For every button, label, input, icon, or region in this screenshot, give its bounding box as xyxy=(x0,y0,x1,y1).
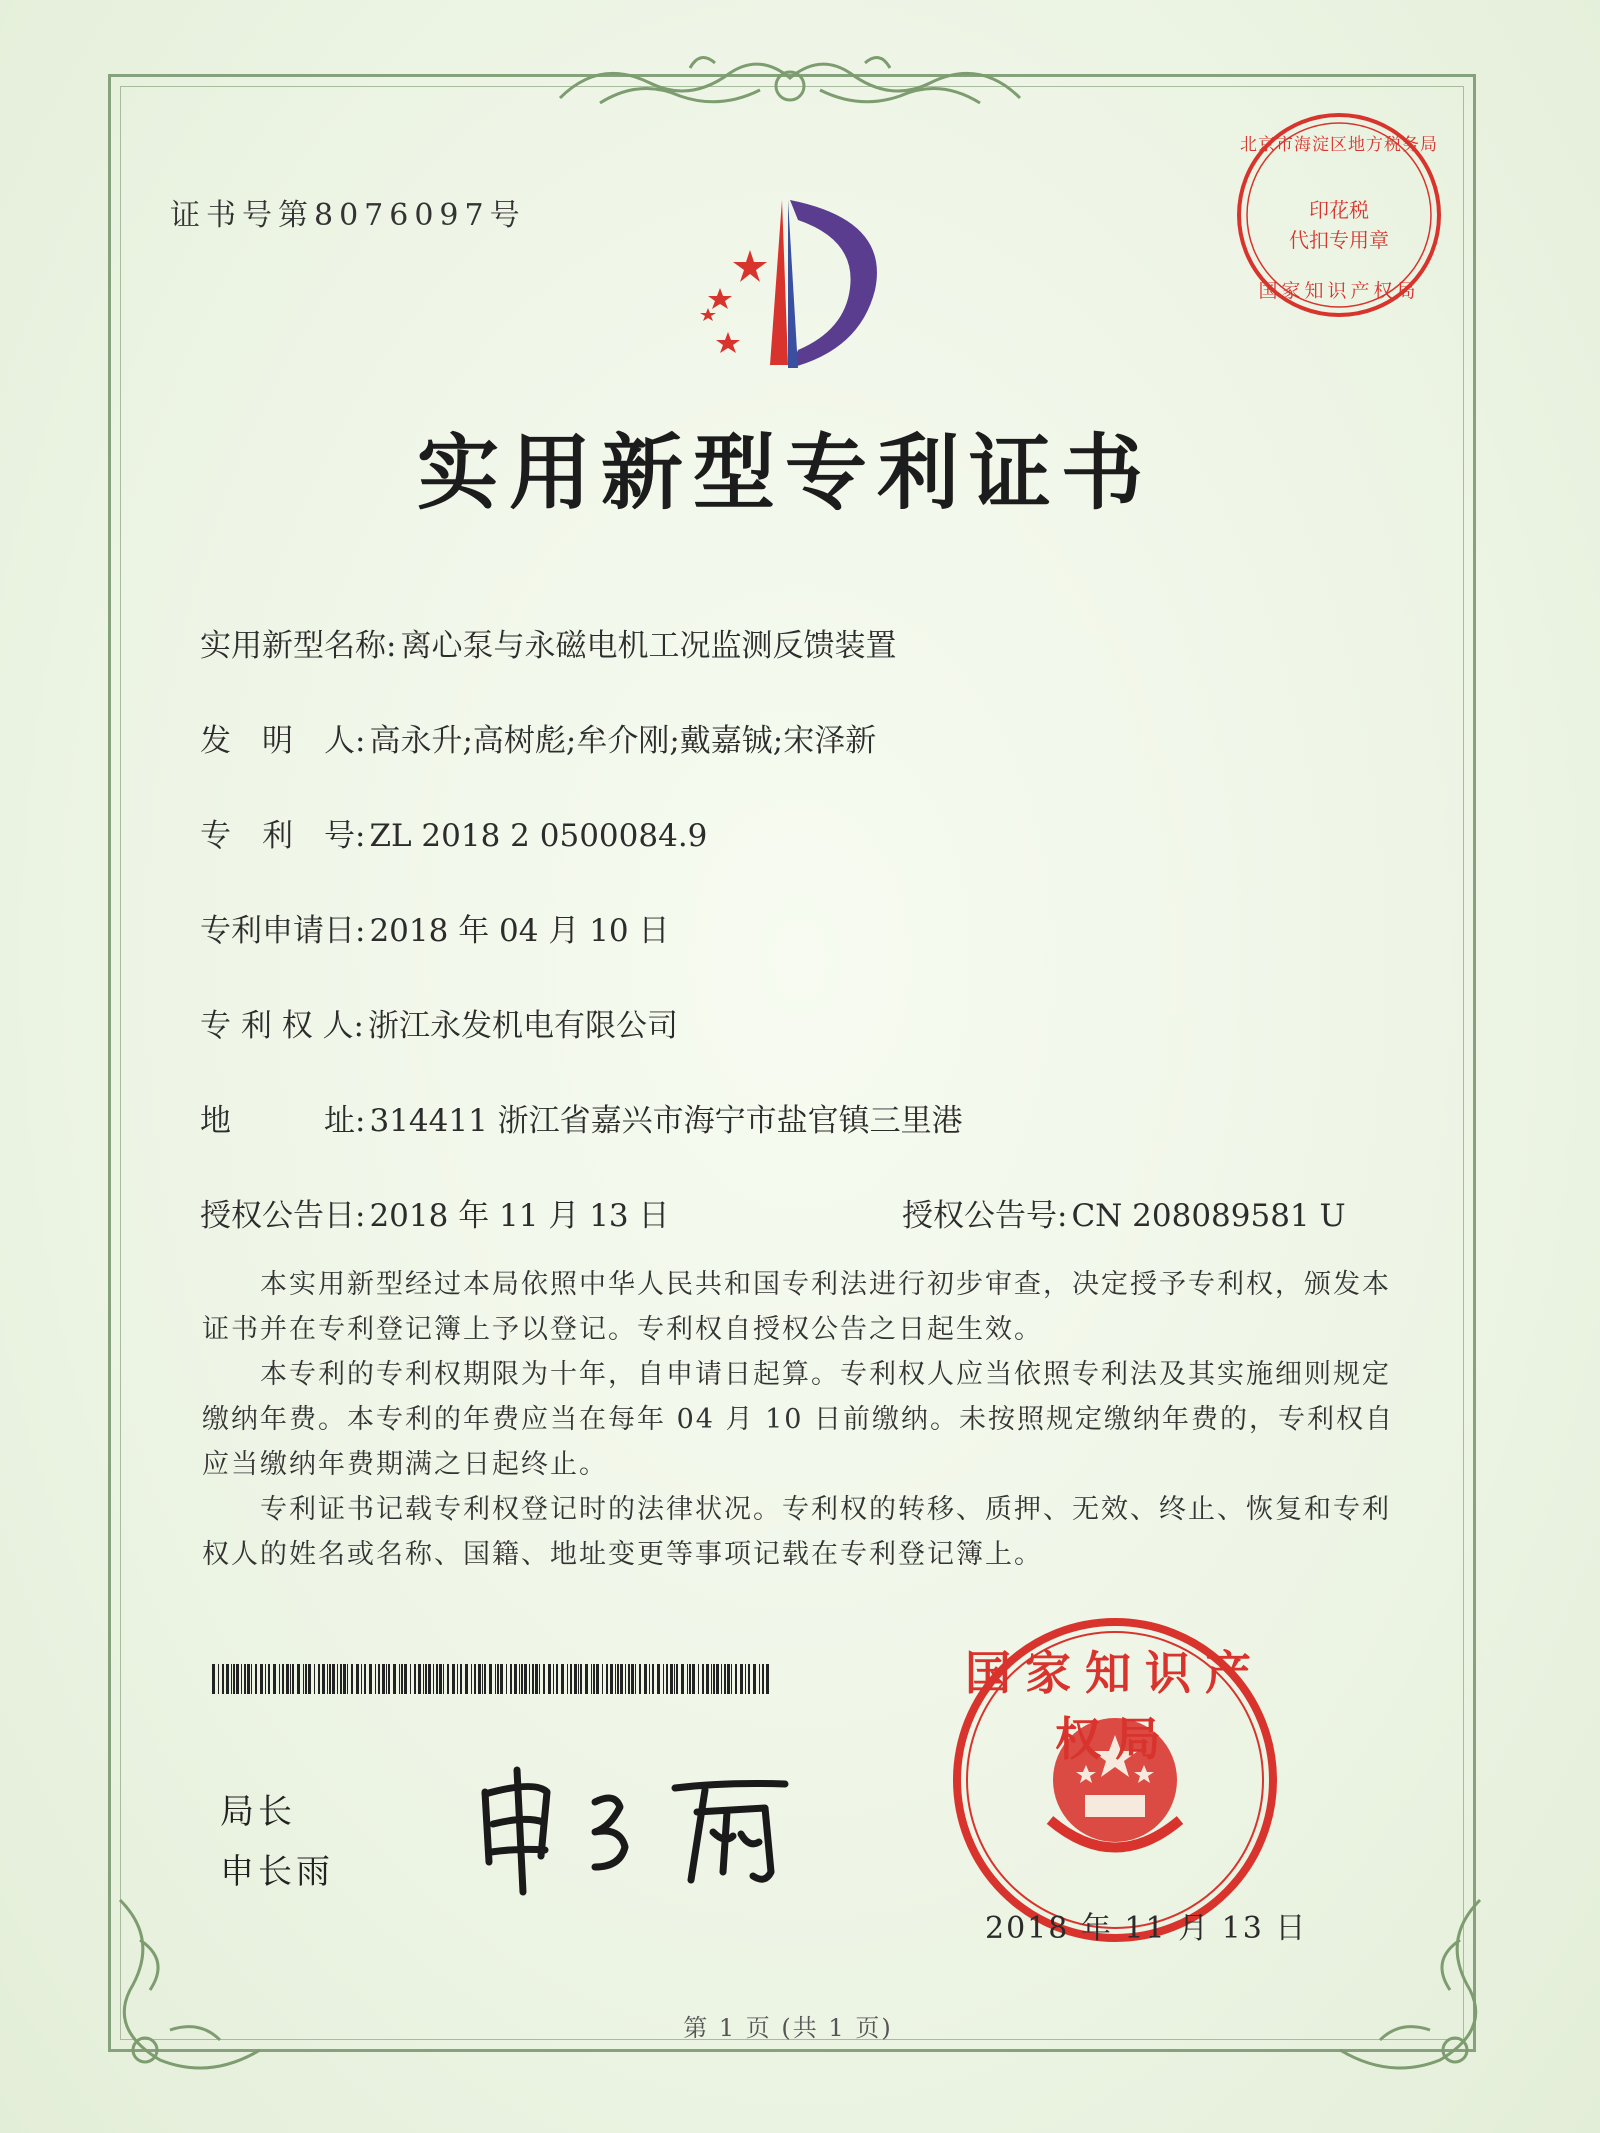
barcode-bar xyxy=(567,1664,568,1694)
barcode-bar xyxy=(681,1664,684,1694)
field-value: ZL 2018 2 0500084.9 xyxy=(369,818,708,854)
barcode-bar xyxy=(731,1664,732,1694)
field-value: 2018 年 11 月 13 日 xyxy=(369,1198,670,1234)
barcode-bar xyxy=(404,1664,407,1694)
barcode-bar xyxy=(635,1664,636,1694)
page-number: 第 1 页 (共 1 页) xyxy=(683,2014,893,2042)
field-value: 314411 浙江省嘉兴市海宁市盐官镇三里港 xyxy=(369,1103,963,1139)
barcode-bar xyxy=(580,1664,582,1694)
barcode-bar xyxy=(218,1664,219,1694)
barcode-bar xyxy=(663,1664,664,1694)
barcode-bar xyxy=(596,1664,599,1694)
barcode-bar xyxy=(332,1664,335,1694)
barcode-bar xyxy=(393,1664,396,1694)
tax-seal-text xyxy=(1232,108,1446,322)
field-patentee xyxy=(200,1000,678,1045)
field-label: 授权公告号: xyxy=(902,1198,1068,1234)
seal-date: 2018 年 11 月 13 日 xyxy=(985,1911,1308,1946)
barcode-bar xyxy=(535,1664,538,1694)
barcode-bar xyxy=(236,1664,239,1694)
barcode-bar xyxy=(631,1664,634,1694)
barcode-bar xyxy=(727,1664,730,1694)
barcode-bar xyxy=(436,1664,438,1694)
barcode-bar xyxy=(735,1664,737,1694)
tax-seal-center-line1: 印花税 xyxy=(1309,198,1369,222)
barcode-bar xyxy=(452,1664,455,1694)
barcode-bar xyxy=(410,1664,411,1694)
barcode-bar xyxy=(649,1664,650,1694)
barcode-bar xyxy=(529,1664,530,1694)
barcode-bar xyxy=(327,1664,328,1694)
barcode-bar xyxy=(465,1664,468,1694)
barcode-bar xyxy=(606,1664,608,1694)
barcode-bar xyxy=(489,1664,492,1694)
field-label: 实用新型名称: xyxy=(200,628,397,664)
barcode-bar xyxy=(615,1664,616,1694)
barcode-bar xyxy=(698,1664,699,1694)
bottom-left-ornament-icon xyxy=(100,1880,280,2080)
barcode-bar xyxy=(753,1664,756,1694)
barcode-bar xyxy=(628,1664,630,1694)
barcode-bar xyxy=(657,1664,660,1694)
barcode-bar xyxy=(364,1664,366,1694)
field-value: 浙江永发机电有限公司 xyxy=(368,1008,679,1044)
notice-paragraph: 本专利的专利权期限为十年，自申请日起算。专利权人应当依照专利法及其实施细则规定缴纳年费。本专利的年费应当在每年 04 月 10 日前缴纳。未按照规定缴纳年费的，专利权自应当缴纳年费期满之日起终止。 xyxy=(202,1359,1395,1480)
field-grant-number xyxy=(902,1190,1346,1235)
barcode-bar xyxy=(423,1664,424,1694)
barcode-bar xyxy=(382,1664,385,1694)
barcode-bar xyxy=(766,1664,769,1694)
barcode-bar xyxy=(578,1664,579,1694)
barcode-bar xyxy=(706,1664,709,1694)
barcode-bar xyxy=(297,1664,300,1694)
barcode-bar xyxy=(471,1664,472,1694)
barcode-bar xyxy=(361,1664,362,1694)
barcode-bar xyxy=(639,1664,641,1694)
barcode-bar xyxy=(399,1664,400,1694)
barcode-bar xyxy=(303,1664,304,1694)
barcode-bar xyxy=(524,1664,527,1694)
barcode-bar xyxy=(222,1664,224,1694)
barcode-bar xyxy=(721,1664,722,1694)
barcode-bar xyxy=(375,1664,376,1694)
barcode-bar xyxy=(255,1664,257,1694)
barcode-bar xyxy=(553,1664,554,1694)
barcode-bar xyxy=(401,1664,403,1694)
barcode-bar xyxy=(482,1664,483,1694)
field-label: 地 址: xyxy=(200,1103,366,1139)
barcode-bar xyxy=(702,1664,704,1694)
barcode-bar xyxy=(724,1664,726,1694)
field-label: 专 利 权 人: xyxy=(200,1008,365,1044)
barcode-bar xyxy=(443,1664,444,1694)
director-signature-icon xyxy=(465,1752,825,1902)
barcode-bar xyxy=(759,1664,760,1694)
barcode-bar xyxy=(433,1664,434,1694)
barcode-bar xyxy=(585,1664,588,1694)
certificate-number: 证书号第8076097号 xyxy=(170,198,526,233)
barcode-bar xyxy=(506,1664,507,1694)
barcode-bar xyxy=(514,1664,517,1694)
barcode-bar xyxy=(244,1664,246,1694)
barcode-bar xyxy=(745,1664,746,1694)
barcode-bar xyxy=(231,1664,232,1694)
field-address xyxy=(200,1095,963,1140)
barcode-bar xyxy=(716,1664,719,1694)
barcode-bar xyxy=(226,1664,229,1694)
barcode-bar xyxy=(418,1664,421,1694)
barcode-bar xyxy=(318,1664,320,1694)
barcode-bar xyxy=(762,1664,764,1694)
barcode-bar xyxy=(652,1664,654,1694)
barcode-bar xyxy=(748,1664,750,1694)
field-inventors xyxy=(200,715,876,760)
field-grant-date xyxy=(200,1190,670,1235)
barcode-bar xyxy=(620,1664,623,1694)
barcode-bar xyxy=(439,1664,442,1694)
barcode-bar xyxy=(570,1664,572,1694)
barcode-bar xyxy=(447,1664,449,1694)
barcode-bar xyxy=(625,1664,626,1694)
notice-paragraph: 本实用新型经过本局依照中华人民共和国专利法进行初步审查，决定授予专利权，颁发本证书并在专利登记簿上予以登记。专利权自授权公告之日起生效。 xyxy=(202,1269,1391,1345)
barcode-bar xyxy=(386,1664,387,1694)
barcode-bar xyxy=(602,1664,603,1694)
field-utility-model-name xyxy=(200,620,896,665)
director-title: 局长 xyxy=(220,1792,296,1832)
barcode-bar xyxy=(260,1664,263,1694)
barcode-bar xyxy=(532,1664,534,1694)
barcode-bar xyxy=(251,1664,252,1694)
barcode-bar xyxy=(388,1664,390,1694)
barcode-bar xyxy=(687,1664,688,1694)
barcode-bar xyxy=(286,1664,289,1694)
barcode-bar xyxy=(414,1664,416,1694)
barcode-bar xyxy=(574,1664,577,1694)
barcode-bar xyxy=(378,1664,380,1694)
barcode-bar xyxy=(510,1664,512,1694)
field-patent-number xyxy=(200,810,707,855)
official-seal-ring-text: 国家知识产权局 xyxy=(965,1646,1265,1766)
cnipa-logo-icon xyxy=(670,190,910,380)
barcode-bar xyxy=(343,1664,346,1694)
barcode-icon xyxy=(212,1664,772,1694)
barcode-bar xyxy=(666,1664,668,1694)
barcode-bar xyxy=(548,1664,551,1694)
barcode-bar xyxy=(617,1664,619,1694)
barcode-bar xyxy=(539,1664,540,1694)
barcode-bar xyxy=(290,1664,291,1694)
barcode-bar xyxy=(457,1664,458,1694)
barcode-bar xyxy=(610,1664,613,1694)
barcode-bar xyxy=(460,1664,462,1694)
tax-seal-ring-text: 北京市海淀区地方税务局 xyxy=(1240,135,1438,155)
barcode-bar xyxy=(282,1664,284,1694)
official-seal-text xyxy=(950,1615,1280,1945)
barcode-bar xyxy=(347,1664,348,1694)
barcode-bar xyxy=(308,1664,311,1694)
notice-text xyxy=(202,1262,1402,1577)
barcode-bar xyxy=(247,1664,250,1694)
barcode-bar xyxy=(268,1664,270,1694)
barcode-bar xyxy=(425,1664,427,1694)
barcode-bar xyxy=(497,1664,499,1694)
barcode-bar xyxy=(561,1664,564,1694)
bottom-right-ornament-icon xyxy=(1320,1880,1500,2080)
barcode-bar xyxy=(711,1664,712,1694)
barcode-bar xyxy=(556,1664,558,1694)
field-label: 发 明 人: xyxy=(200,723,366,759)
barcode-bar xyxy=(279,1664,280,1694)
barcode-bar xyxy=(369,1664,372,1694)
tax-seal-center-line2: 代扣专用章 xyxy=(1289,228,1389,252)
field-value: CN 208089581 U xyxy=(1071,1198,1346,1234)
barcode-bar xyxy=(340,1664,342,1694)
barcode-bar xyxy=(478,1664,481,1694)
barcode-bar xyxy=(351,1664,353,1694)
field-label: 专利申请日: xyxy=(200,913,366,949)
field-value: 高永升;高树彪;牟介刚;戴嘉铖;宋泽新 xyxy=(369,723,877,759)
barcode-bar xyxy=(329,1664,331,1694)
barcode-bar xyxy=(670,1664,673,1694)
field-filing-date xyxy=(200,905,670,950)
director-name: 申长雨 xyxy=(220,1852,334,1892)
barcode-bar xyxy=(676,1664,678,1694)
barcode-bar xyxy=(644,1664,647,1694)
barcode-bar xyxy=(740,1664,743,1694)
certificate-title: 实用新型专利证书 xyxy=(416,426,1153,521)
barcode-bar xyxy=(495,1664,496,1694)
barcode-bar xyxy=(543,1664,545,1694)
barcode-bar xyxy=(521,1664,523,1694)
barcode-bar xyxy=(265,1664,266,1694)
barcode-bar xyxy=(500,1664,503,1694)
barcode-bar xyxy=(314,1664,315,1694)
barcode-bar xyxy=(689,1664,691,1694)
barcode-bar xyxy=(292,1664,294,1694)
barcode-bar xyxy=(233,1664,235,1694)
barcode-bar xyxy=(356,1664,359,1694)
field-value: 离心泵与永磁电机工况监测反馈装置 xyxy=(400,628,897,664)
barcode-bar xyxy=(305,1664,307,1694)
barcode-bar xyxy=(591,1664,592,1694)
barcode-bar xyxy=(273,1664,276,1694)
barcode-bar xyxy=(241,1664,242,1694)
barcode-bar xyxy=(322,1664,325,1694)
barcode-bar xyxy=(593,1664,595,1694)
barcode-bar xyxy=(713,1664,715,1694)
barcode-bar xyxy=(674,1664,675,1694)
barcode-bar xyxy=(474,1664,476,1694)
notice-paragraph: 专利证书记载专利权登记时的法律状况。专利权的转移、质押、无效、终止、恢复和专利权人的姓名或名称、国籍、地址变更等事项记载在专利登记簿上。 xyxy=(202,1494,1391,1570)
barcode-bar xyxy=(428,1664,431,1694)
barcode-bar xyxy=(484,1664,486,1694)
top-ornament-icon xyxy=(540,38,1040,120)
tax-seal-bottom-text: 国家知识产权局 xyxy=(1258,280,1420,302)
barcode-bar xyxy=(692,1664,695,1694)
field-label: 专 利 号: xyxy=(200,818,366,854)
field-label: 授权公告日: xyxy=(200,1198,366,1234)
field-value: 2018 年 04 月 10 日 xyxy=(369,913,670,949)
barcode-bar xyxy=(337,1664,338,1694)
barcode-bar xyxy=(519,1664,520,1694)
barcode-bar xyxy=(212,1664,215,1694)
